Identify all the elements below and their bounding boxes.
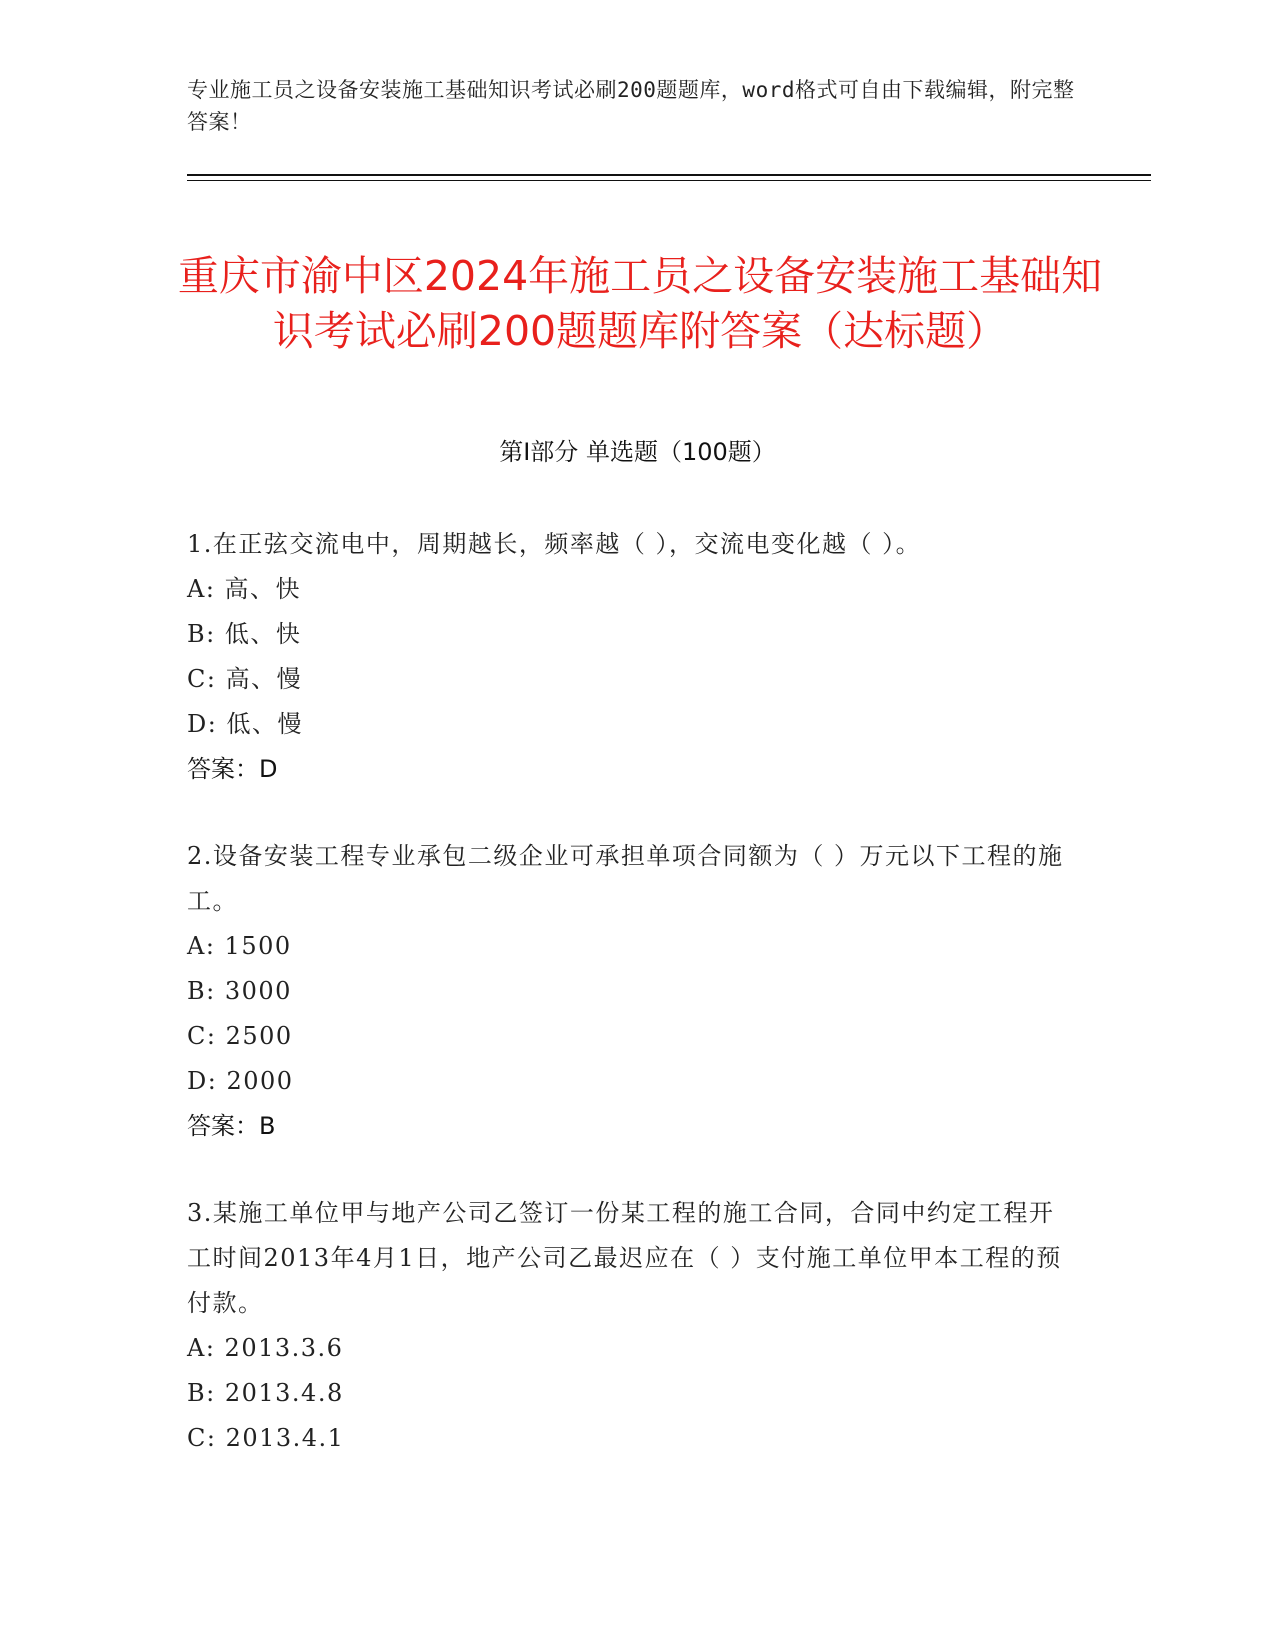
- header-rule-thick: [187, 174, 1151, 176]
- option-c: C: 2500: [187, 1022, 293, 1050]
- option-d: D: 2000: [187, 1067, 294, 1095]
- option-c: C: 2013.4.1: [187, 1424, 345, 1452]
- option-b: B: 低、快: [187, 620, 302, 648]
- document-title: 重庆市渝中区2024年施工员之设备安装施工基础知识考试必刷200题题库附答案（达标题）: [177, 252, 1103, 356]
- question-2: [187, 834, 1067, 1149]
- section-heading: 第I部分 单选题（100题）: [499, 438, 776, 466]
- answer: 答案：B: [187, 1112, 276, 1140]
- option-d: D: 低、慢: [187, 710, 303, 738]
- option-b: B: 2013.4.8: [187, 1379, 344, 1407]
- header-rule-thin: [187, 180, 1151, 181]
- header-note: 专业施工员之设备安装施工基础知识考试必刷200题题库，word格式可自由下载编辑，附完整答案！: [187, 78, 1075, 134]
- question-3: [187, 1191, 1067, 1461]
- option-a: A: 2013.3.6: [187, 1334, 344, 1362]
- question-text: 3.某施工单位甲与地产公司乙签订一份某工程的施工合同，合同中约定工程开工时间2013年4月1日，地产公司乙最迟应在（ ）支付施工单位甲本工程的预付款。: [187, 1199, 1062, 1317]
- question-1: [187, 522, 1067, 792]
- question-text: 1.在正弦交流电中，周期越长，频率越（ ），交流电变化越（ ）。: [187, 530, 922, 558]
- option-a: A: 高、快: [187, 575, 302, 603]
- option-b: B: 3000: [187, 977, 292, 1005]
- option-c: C: 高、慢: [187, 665, 303, 693]
- question-text: 2.设备安装工程专业承包二级企业可承担单项合同额为（ ）万元以下工程的施工。: [187, 842, 1064, 915]
- option-a: A: 1500: [187, 932, 292, 960]
- question-list: [187, 522, 1067, 1503]
- answer: 答案：D: [187, 755, 278, 783]
